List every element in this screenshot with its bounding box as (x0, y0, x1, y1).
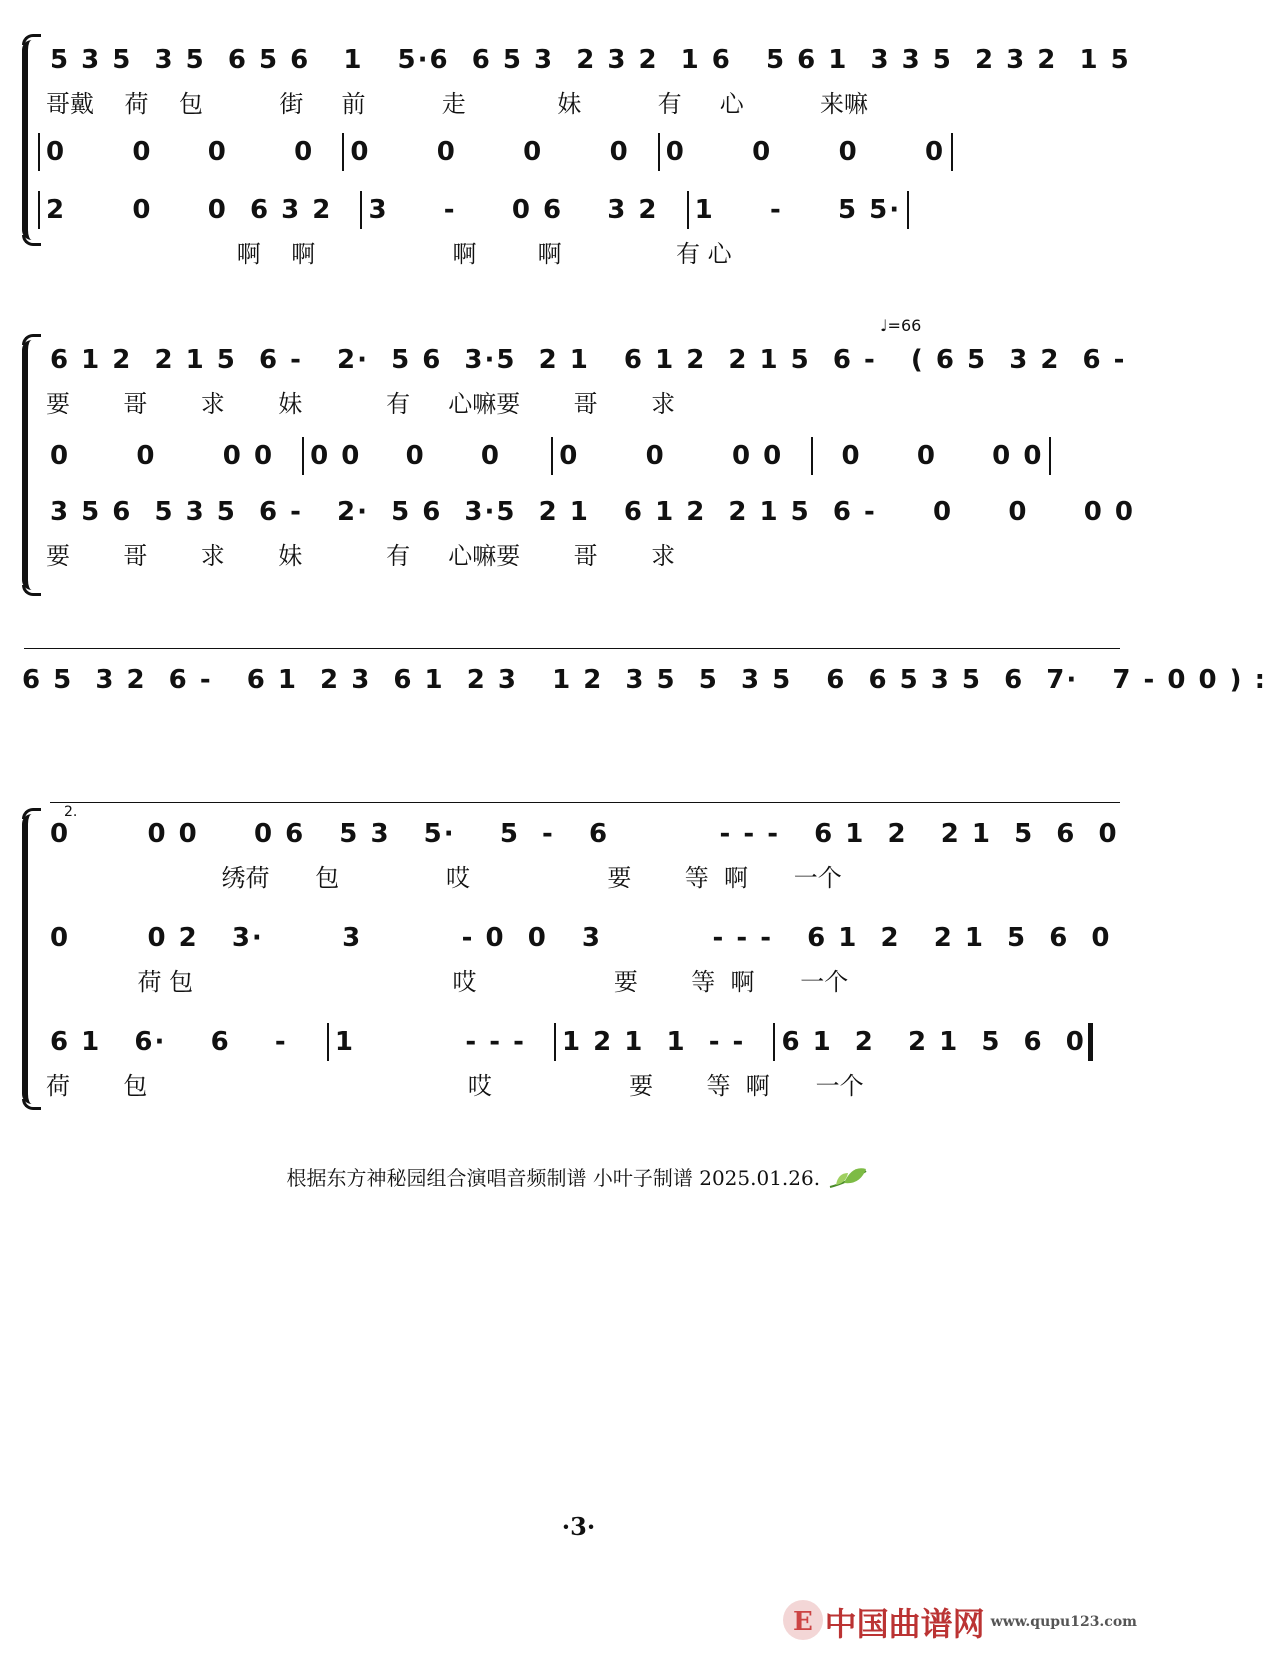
barline (773, 1023, 775, 1061)
credit-line (0, 1162, 1157, 1196)
measure: 5 3 5 3 5 6 5 6 1 (50, 45, 386, 75)
staff-4-voice-3 (0, 1022, 1157, 1102)
measure: 5 6 1 3 3 5 2 3 2 1 5 (766, 45, 1131, 75)
watermark-logo-icon (781, 1598, 825, 1646)
measure: 0 0 0 0 6 (50, 819, 328, 849)
measure: 6 - - - (588, 819, 803, 849)
measure: 0 0 0 0 (46, 137, 337, 167)
quarter-note-icon: ♩ (880, 316, 888, 335)
site-watermark (781, 1598, 1137, 1646)
lyrics-line: 要 哥 求 妹 有 心嘛要 哥 求 (46, 390, 676, 418)
staff-3-voice-1 (0, 660, 1267, 740)
barline (360, 191, 362, 229)
barline (38, 191, 40, 229)
measure: 3 - - - (581, 923, 796, 953)
measure: 2 0 0 6 3 2 (46, 195, 355, 225)
measure: 5 3 5· 5 - (339, 819, 577, 849)
measure: 1 - 5 5· (694, 195, 902, 225)
measure: 7 - 0 0 ) : (1112, 665, 1267, 695)
staff-1-voice-3 (0, 190, 1157, 270)
measure: 6 1 2 2 1 5 6 - (623, 345, 899, 375)
measure: 6 6 5 3 5 6 7· (826, 665, 1101, 695)
watermark-text: 中国曲谱网 (824, 1605, 985, 1643)
page-number: ·3· (561, 1512, 596, 1541)
barline (342, 133, 344, 171)
measure: ( 6 5 3 2 6 - (910, 345, 1127, 375)
staff-2-voice-3 (0, 492, 1157, 572)
lyrics-line: 荷 包 哎 要 等 啊 一个 (46, 1072, 864, 1100)
barline (302, 437, 304, 475)
ending-number: 2. (64, 804, 78, 820)
measure: 3 5 6 5 3 5 6 - (50, 497, 325, 527)
measure: 0 0 0 0 (819, 441, 1044, 471)
lyrics-line: 要 哥 求 妹 有 心嘛要 哥 求 (46, 542, 676, 570)
bracket-line (24, 648, 1120, 649)
measure: 6 1 2 2 1 5 6 0 (781, 1027, 1086, 1057)
barline (554, 1023, 556, 1061)
barline (1049, 437, 1051, 475)
credit-text: 根据东方神秘园组合演唱音频制谱 小叶子制谱 2025.01.26. (286, 1166, 821, 1190)
lyrics-line: 哥戴 荷 包 街 前 走 妹 有 心 来嘛 (46, 90, 869, 118)
ending-bracket-line (50, 802, 1120, 803)
staff-4-voice-1 (0, 814, 1157, 894)
measure: 1 - - - (334, 1027, 549, 1057)
measure: 0 0 0 0 (350, 137, 652, 167)
staff-1-voice-1 (0, 40, 1157, 120)
staff-2-voice-1 (0, 340, 1157, 420)
barline (327, 1023, 329, 1061)
final-barline (1088, 1023, 1093, 1061)
measure: 6 1 2 2 1 5 6 0 (807, 923, 1112, 953)
watermark-url: www.qupu123.com (990, 1614, 1137, 1630)
measure: 3 - 0 6 3 2 (368, 195, 681, 225)
svg-text:E: E (792, 1607, 813, 1637)
measure: 6 1 2 2 1 5 6 - (50, 345, 325, 375)
barline (38, 133, 40, 171)
barline (551, 437, 553, 475)
measure: 6 1 2 2 1 5 6 0 (814, 819, 1119, 849)
barline (907, 191, 909, 229)
barline (811, 437, 813, 475)
barline (658, 133, 660, 171)
measure: 0 0 0 0 (665, 137, 946, 167)
measure: 3 - 0 0 (342, 923, 570, 953)
measure: 1 2 1 1 - - (562, 1027, 768, 1057)
measure: 0 0 0 0 (310, 441, 546, 471)
measure: 0 0 0 0 (559, 441, 806, 471)
lyrics-line: 荷 包 哎 要 等 啊 一个 (46, 968, 849, 996)
measure: 6 1 2 2 1 5 6 - (623, 497, 899, 527)
measure: 2· 5 6 3·5 2 1 (337, 497, 612, 527)
measure: 0 0 2 3· (50, 923, 331, 953)
measure: 5·6 6 5 3 2 3 2 1 6 (397, 45, 755, 75)
staff-4-voice-2 (0, 918, 1157, 998)
measure: 6 5 3 2 6 - (22, 665, 235, 695)
barline (951, 133, 953, 171)
leaf-icon (826, 1163, 870, 1196)
lyrics-line: 绣荷 包 哎 要 等 啊 一个 (46, 864, 842, 892)
measure: 1 2 3 5 5 3 5 (552, 665, 815, 695)
measure: 0 0 0 0 (910, 497, 1135, 527)
measure: 6 1 2 3 6 1 2 3 (246, 665, 541, 695)
lyrics-line: 啊 啊 啊 啊 有 心 (46, 240, 732, 268)
tempo-marking: ♩=66 (880, 316, 922, 335)
measure: 6 1 6· 6 - (50, 1027, 321, 1057)
measure: 2· 5 6 3·5 2 1 (337, 345, 612, 375)
barline (687, 191, 689, 229)
measure: 0 0 0 0 (50, 441, 297, 471)
